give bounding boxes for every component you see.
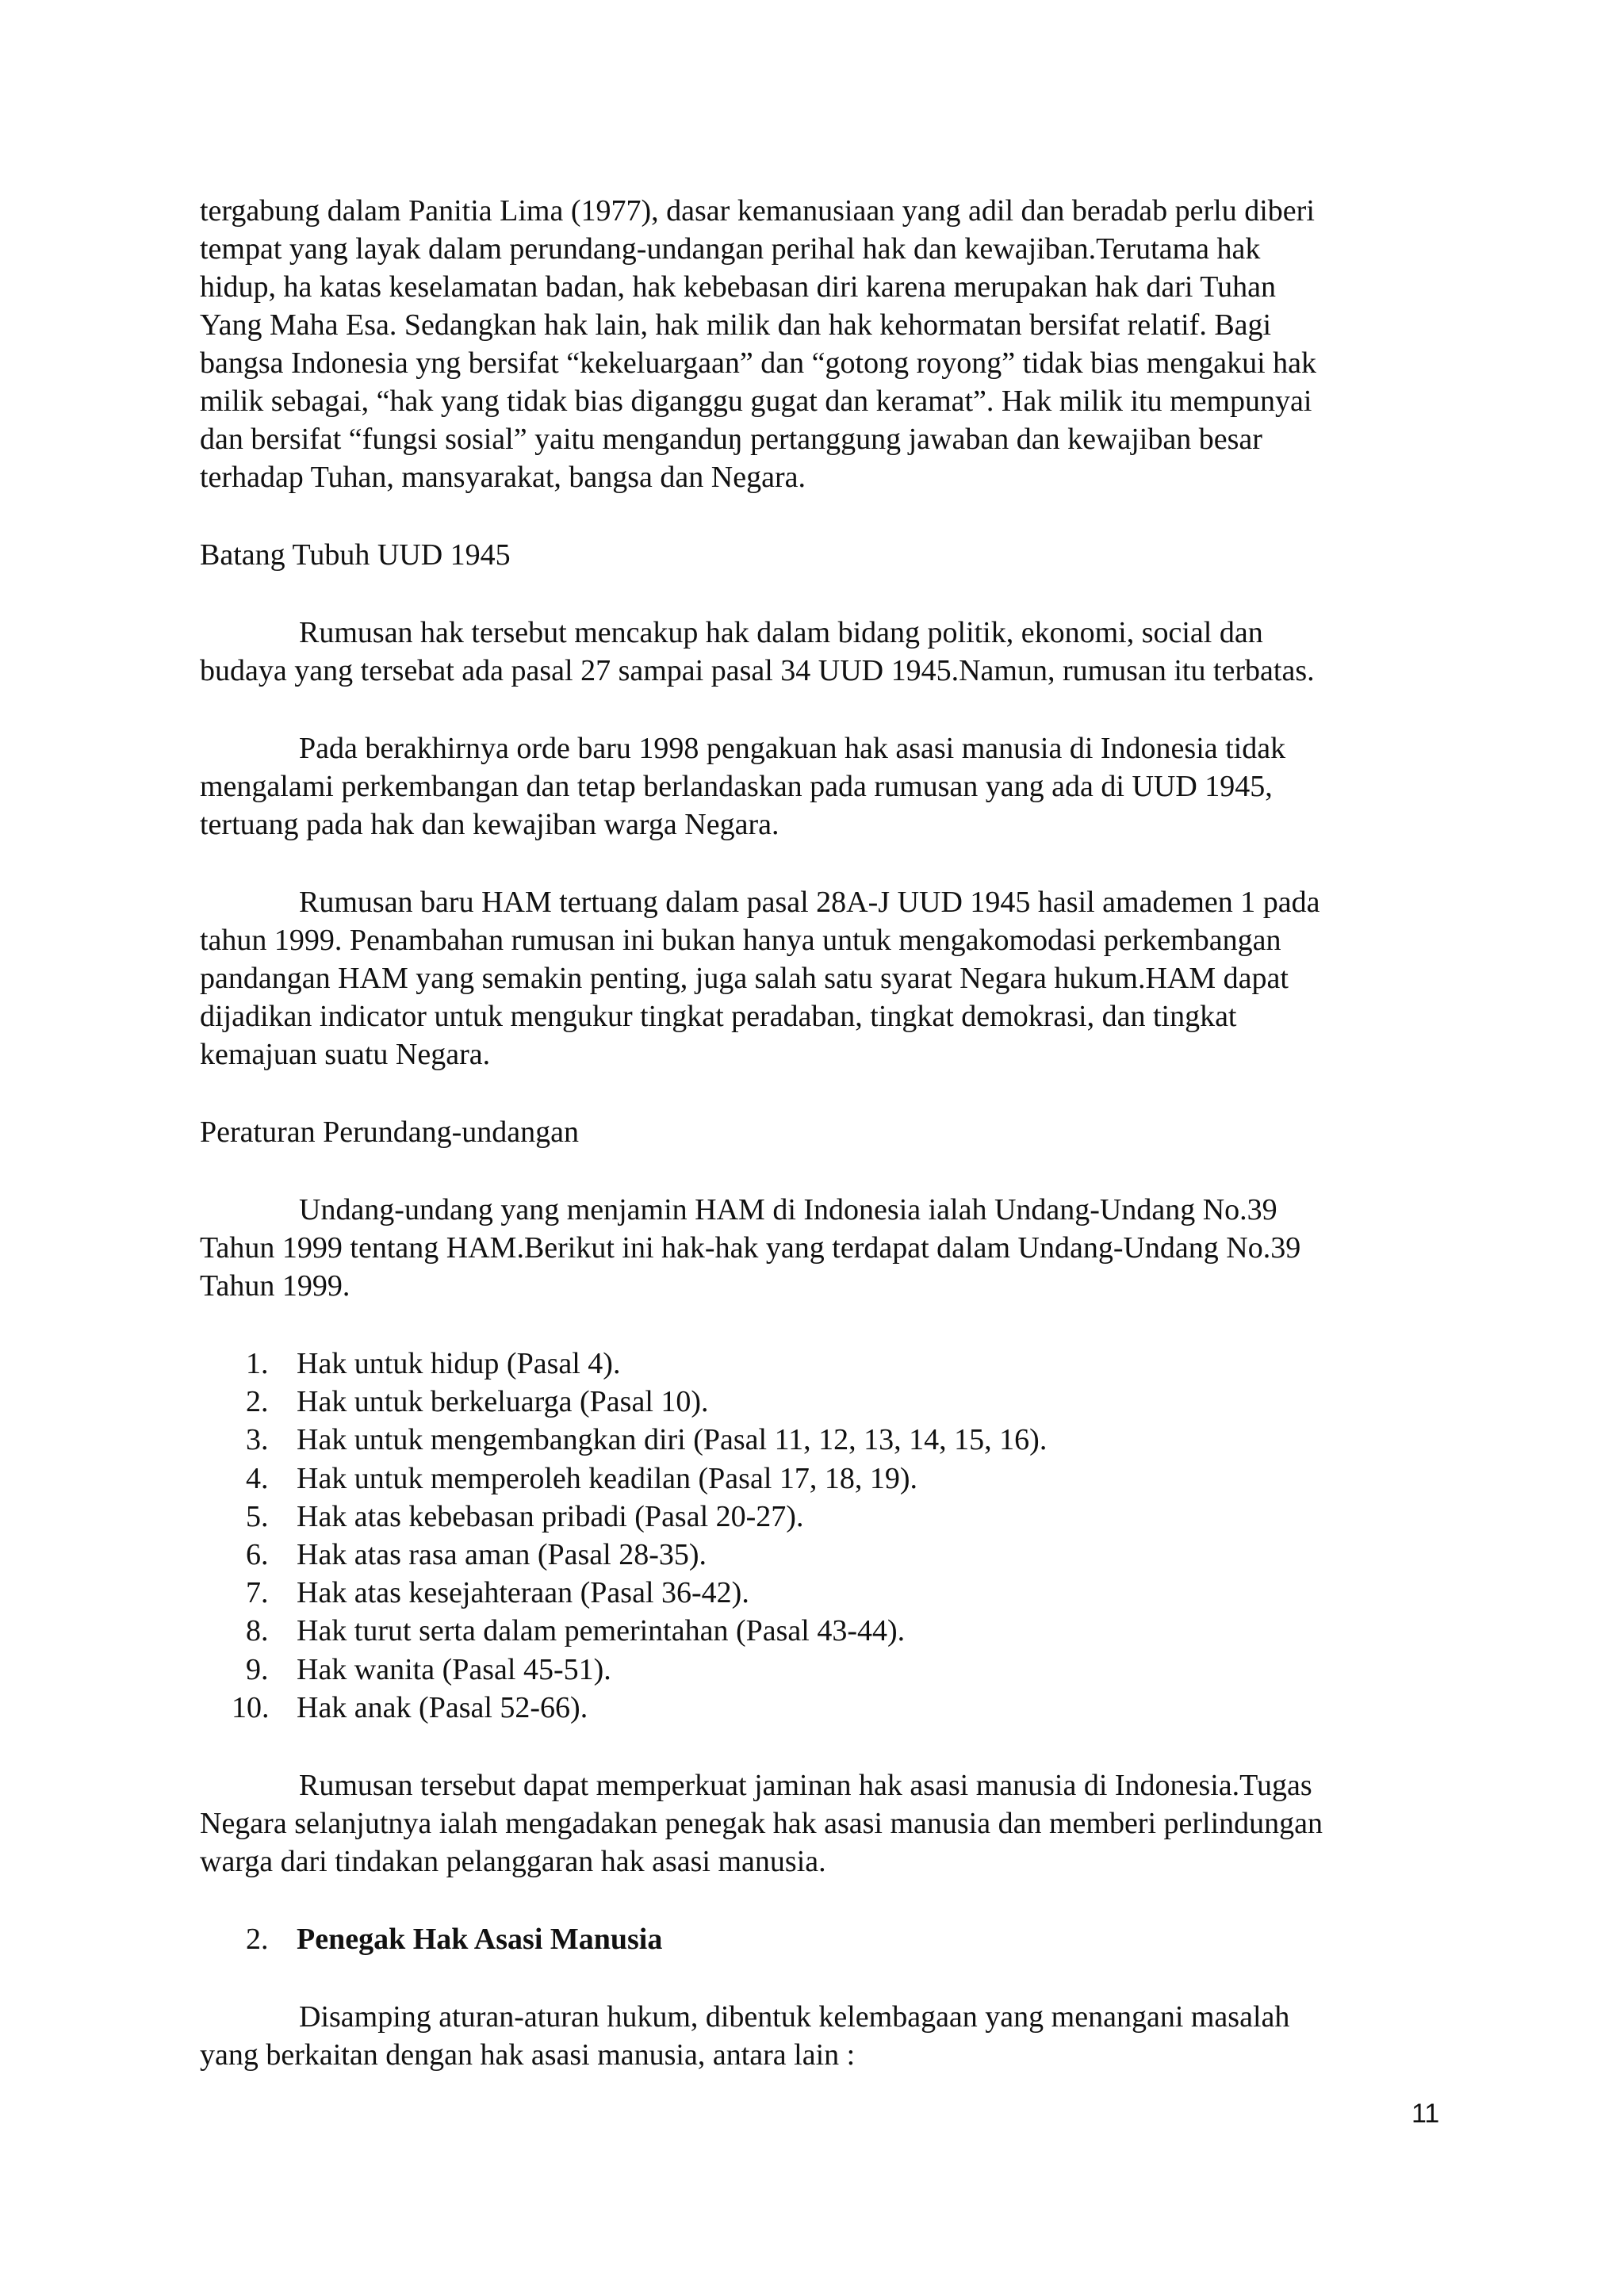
page-content — [200, 192, 1429, 2074]
list-item — [200, 1574, 1429, 1612]
section-title: Penegak Hak Asasi Manusia — [297, 1923, 663, 1957]
text-line: Negara selanjutnya ialah mengadakan penegak hak asasi manusia dan memberi perlindungan — [200, 1807, 1323, 1841]
text-line: Disamping aturan-aturan hukum, dibentuk kelembagaan yang menangani masalah — [299, 2000, 1290, 2034]
list-text: Hak atas kebebasan pribadi (Pasal 20-27). — [297, 1499, 804, 1533]
paragraph-rumusan-tersebut — [200, 1766, 1429, 1881]
list-item — [200, 1421, 1429, 1459]
text-line: tempat yang layak dalam perundang-undangan perihal hak dan kewajiban.Terutama hak — [200, 232, 1261, 266]
text-line: Yang Maha Esa. Sedangkan hak lain, hak milik dan hak kehormatan bersifat relatif. Bagi — [200, 308, 1272, 342]
list-number: 6. — [246, 1538, 269, 1572]
text-line: tergabung dalam Panitia Lima (1977), dasar kemanusiaan yang adil dan beradab perlu diberi — [200, 194, 1315, 228]
paragraph-rumusan-hak — [200, 614, 1429, 690]
list-item — [200, 1536, 1429, 1574]
list-number: 3. — [246, 1423, 269, 1457]
list-text: Hak untuk berkeluarga (Pasal 10). — [297, 1385, 709, 1419]
list-number: 9. — [246, 1652, 269, 1686]
heading-peraturan: Peraturan Perundang-undangan — [200, 1115, 580, 1149]
list-text: Hak untuk mengembangkan diri (Pasal 11, 12, 13, 14, 15, 16). — [297, 1423, 1048, 1457]
text-line: Rumusan baru HAM tertuang dalam pasal 28A-J UUD 1945 hasil amademen 1 pada — [299, 886, 1320, 919]
list-text: Hak untuk hidup (Pasal 4). — [297, 1347, 621, 1380]
list-number: 2. — [246, 1385, 269, 1419]
list-number: 7. — [246, 1576, 269, 1610]
list-text: Hak turut serta dalam pemerintahan (Pasal 43-44). — [297, 1614, 906, 1648]
section-number: 2. — [246, 1923, 269, 1957]
list-item — [200, 1651, 1429, 1689]
list-text: Hak wanita (Pasal 45-51). — [297, 1652, 611, 1686]
list-text: Hak untuk memperoleh keadilan (Pasal 17, 18, 19). — [297, 1461, 918, 1495]
paragraph-panitia-lima — [200, 192, 1429, 496]
rights-list — [200, 1345, 1429, 1727]
list-item — [200, 1383, 1429, 1421]
text-line: milik sebagai, “hak yang tidak bias diganggu gugat dan keramat”. Hak milik itu mempunyai — [200, 385, 1312, 418]
list-number: 5. — [246, 1499, 269, 1533]
section-heading-penegak-ham — [200, 1920, 1429, 1958]
text-line: Undang-undang yang menjamin HAM di Indonesia ialah Undang-Undang No.39 — [299, 1193, 1277, 1226]
list-item — [200, 1345, 1429, 1383]
paragraph-rumusan-baru — [200, 883, 1429, 1073]
text-line: bangsa Indonesia yng bersifat “kekeluargaan” dan “gotong royong” tidak bias mengakui hak — [200, 346, 1317, 380]
paragraph-disamping — [200, 1998, 1429, 2074]
text-line: mengalami perkembangan dan tetap berlandaskan pada rumusan yang ada di UUD 1945, — [200, 770, 1273, 803]
text-line: Rumusan hak tersebut mencakup hak dalam bidang politik, ekonomi, social dan — [299, 616, 1263, 649]
list-number: 8. — [246, 1614, 269, 1648]
text-line: kemajuan suatu Negara. — [200, 1038, 491, 1071]
paragraph-undang-undang — [200, 1191, 1429, 1305]
text-line: Tahun 1999. — [200, 1269, 350, 1303]
text-line: budaya yang tersebat ada pasal 27 sampai pasal 34 UUD 1945.Namun, rumusan itu terbatas. — [200, 654, 1315, 687]
list-item — [200, 1689, 1429, 1727]
text-line: Tahun 1999 tentang HAM.Berikut ini hak-hak yang terdapat dalam Undang-Undang No.39 — [200, 1231, 1301, 1265]
list-number: 10. — [232, 1690, 270, 1724]
list-item — [200, 1498, 1429, 1536]
text-line: pandangan HAM yang semakin penting, juga salah satu syarat Negara hukum.HAM dapat — [200, 962, 1289, 995]
text-line: dan bersifat “fungsi sosial” yaitu menganduŋ pertanggung jawaban dan kewajiban besar — [200, 423, 1262, 456]
text-line: Pada berakhirnya orde baru 1998 pengakuan hak asasi manusia di Indonesia tidak — [299, 732, 1286, 765]
text-line: warga dari tindakan pelanggaran hak asasi manusia. — [200, 1845, 826, 1879]
list-item — [200, 1460, 1429, 1498]
paragraph-orde-baru — [200, 729, 1429, 844]
list-item — [200, 1612, 1429, 1650]
list-text: Hak anak (Pasal 52-66). — [297, 1690, 588, 1724]
text-line: yang berkaitan dengan hak asasi manusia, antara lain : — [200, 2038, 856, 2072]
text-line: dijadikan indicator untuk mengukur tingkat peradaban, tingkat demokrasi, dan tingkat — [200, 1000, 1237, 1033]
list-text: Hak atas rasa aman (Pasal 28-35). — [297, 1538, 707, 1572]
page-number: 11 — [1411, 2099, 1440, 2129]
heading-batang-tubuh: Batang Tubuh UUD 1945 — [200, 538, 511, 572]
list-number: 1. — [246, 1347, 269, 1380]
text-line: Rumusan tersebut dapat memperkuat jaminan hak asasi manusia di Indonesia.Tugas — [299, 1769, 1312, 1803]
text-line: tahun 1999. Penambahan rumusan ini bukan hanya untuk mengakomodasi perkembangan — [200, 924, 1281, 957]
text-line: tertuang pada hak dan kewajiban warga Negara. — [200, 808, 779, 841]
text-line: terhadap Tuhan, mansyarakat, bangsa dan Negara. — [200, 461, 806, 494]
text-line: hidup, ha katas keselamatan badan, hak kebebasan diri karena merupakan hak dari Tuhan — [200, 270, 1276, 304]
list-number: 4. — [246, 1461, 269, 1495]
list-text: Hak atas kesejahteraan (Pasal 36-42). — [297, 1576, 749, 1610]
